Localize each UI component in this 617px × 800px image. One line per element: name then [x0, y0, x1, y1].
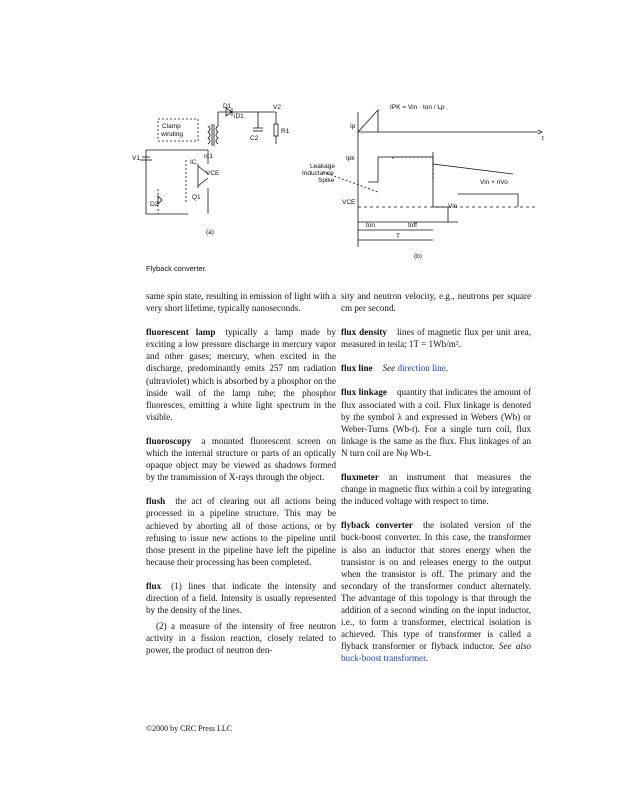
definition: an instrument that measures the change in magnetic flux within a coil by integrating the induced voltage with respect to time. — [341, 472, 531, 507]
see-also-label: See also — [498, 641, 531, 652]
right-column — [341, 290, 531, 664]
definition: the isolated version of the buck-boost converter. In this case, the transformer is also an inductor that stores energy when the transistor is on and releases energy to the output when the transistor is off. The primary and the secondary of the transformer conduct alternately. The advantage of this topology is that through the addition of a second winding on the input inductor, i.e., to form a transformer, electrical isolation is achieved. This type of transformer is called a flyback transformer or flyback inductor. — [341, 520, 531, 652]
see-label: See — [382, 363, 396, 374]
ip-label: Ip — [350, 123, 356, 130]
continuation-text: same spin state, resulting in emission of light with a very short lifetime, typically nanoseconds. — [146, 291, 336, 314]
flyback-circuit-and-waveforms — [128, 102, 548, 267]
q1-label: Q1 — [192, 194, 201, 201]
definition: typically a lamp made by exciting a low pressure discharge in mercury vapor and other gases; mercury, when excited in the discharge, predominantly emits 257 nm radiation (ultraviolet) which is absorbed by a phosphor on the inside wall of the lamp tube; the phosphor fluoresces, emitting a white light spectrum in the visible. — [146, 327, 337, 422]
id1-label: iD1 — [234, 113, 244, 120]
term: flush — [146, 496, 166, 507]
t-axis-label: t — [542, 135, 544, 142]
leakage-label: Leakage — [310, 163, 335, 170]
entry-flux-line — [341, 362, 531, 374]
d1-label: D1 — [223, 103, 232, 110]
d2-label: D2 — [150, 201, 159, 208]
flyback-figure — [128, 102, 548, 267]
term: fluorescent lamp — [146, 327, 216, 338]
winding-label: winding — [161, 131, 184, 138]
entry-flyback-converter — [341, 519, 531, 664]
term: flux density — [341, 327, 387, 338]
term: flux line — [341, 363, 373, 374]
vce-label: VCE — [206, 170, 220, 177]
panel-b-label: (b) — [414, 253, 422, 260]
entry-fluoroscopy — [146, 435, 336, 483]
term: flux linkage — [341, 387, 387, 398]
r1-label: R1 — [281, 128, 290, 135]
ratio-label: n:1 — [204, 153, 214, 160]
clamp-label: Clamp — [162, 123, 181, 130]
toff-label: toff — [408, 222, 417, 229]
vin-nvo-label: Vin + nVo — [480, 179, 508, 186]
ipk-formula-label: IPK = Vin · ton / Lp — [390, 104, 445, 111]
ipk-label: Ipk — [346, 155, 355, 162]
term: flyback converter — [341, 520, 413, 531]
spike-label: Spike — [318, 177, 335, 184]
term: fluoroscopy — [146, 435, 192, 446]
definition: (1) lines that indicate the intensity and direction of a field. Intensity is usually represented by the density of the lines. — [146, 580, 336, 616]
definition: a mounted fluorescent screen on which the internal structure or parts of an optically opaque object may be viewed as shadows formed by the transmission of X-rays through the object. — [146, 435, 336, 483]
entry-fluorescent-lamp — [146, 326, 336, 423]
t-period-label: T — [396, 233, 400, 240]
period: . — [445, 363, 449, 374]
continuation-text: sity and neutron velocity, e.g., neutrons per square cm per second. — [341, 291, 531, 314]
left-column — [146, 290, 336, 656]
period: . — [425, 653, 428, 664]
entry-flux — [146, 580, 336, 616]
vce-axis-label: VCE — [342, 199, 356, 206]
figure-caption: Flyback converter. — [146, 264, 207, 273]
v2-label: V2 — [273, 104, 281, 111]
definition: lines of magnetic flux per unit area, measured in tesla; 1T = 1Wb/m². — [341, 327, 531, 350]
ic-label: IC — [190, 159, 197, 166]
inductance-label: Inductance — [302, 170, 334, 177]
panel-a-label: (a) — [206, 229, 214, 236]
entry-flux-linkage — [341, 386, 531, 459]
definition: the act of clearing out all actions being processed in a pipeline structure. This may be achieved by aborting all of those actions, or by refusing to issue new actions to the pipeline until those present in the pipeline have left the pipeline because their processing has been completed. — [146, 496, 336, 567]
v1-label: V1 — [132, 155, 140, 162]
copyright-footer: ©2000 by CRC Press LLC — [146, 724, 233, 733]
entry-fluxmeter — [341, 471, 531, 507]
definition: quantity that indicates the amount of flux associated with a coil. Flux linkage is denoted by the symbol λ and expressed in Webers (Wb) or Weber-Turns (Wb-t). For a single turn coil, flux linkage is the same as the flux. Flux linkages of an N turn coil are Nφ Wb-t. — [341, 387, 532, 458]
term: fluxmeter — [341, 472, 379, 483]
direction-line-link[interactable]: direction line — [397, 363, 446, 374]
buck-boost-transformer-link[interactable]: buck-boost transformer — [341, 653, 426, 664]
flux-part2: (2) a measure of the intensity of free neutron activity in a fission reaction, closely related to power, the product of neutron den- — [146, 621, 336, 656]
entry-flush — [146, 495, 336, 568]
c2-label: C2 — [250, 135, 259, 142]
vin-label: Vin — [448, 203, 458, 210]
term: flux — [146, 580, 162, 591]
ton-label: ton — [366, 222, 376, 229]
entry-flux-density — [341, 326, 531, 350]
